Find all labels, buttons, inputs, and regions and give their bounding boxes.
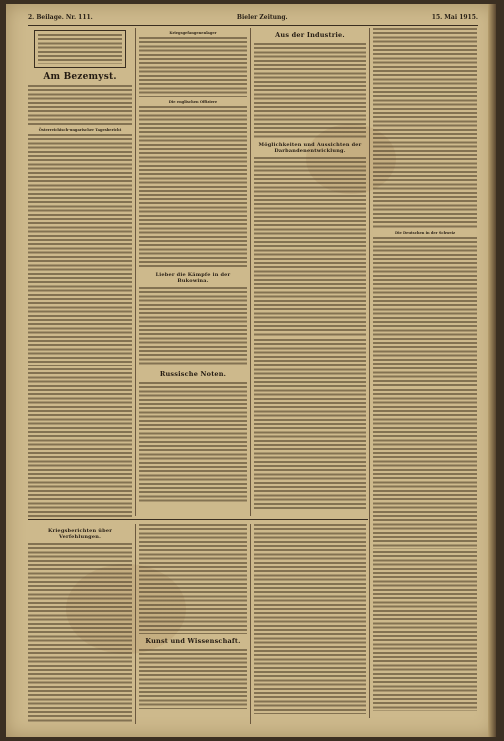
column-rule — [135, 28, 136, 516]
col2-headline: Lieber die Kämpfe in der Bukowina. — [155, 272, 231, 285]
lower-left-headline: Kriegsberichten über Verfehlungen. — [47, 528, 113, 540]
col3-headline: Aus der Industrie. — [275, 31, 345, 39]
column-rule — [250, 524, 251, 724]
notice-box — [34, 30, 126, 68]
col4-subhead: Die Deutschen in der Schweiz — [394, 231, 456, 235]
lower-column-2 — [139, 524, 247, 724]
col1-headline: Am Bezemyst. — [43, 72, 117, 82]
newspaper-page — [6, 4, 496, 737]
page-header — [28, 10, 478, 24]
col3-headline-2: Möglichkeiten und Aussichten der Darbandenentwicklung. — [258, 141, 362, 154]
lower-mid-headline: Kunst und Wissenschaft. — [145, 637, 241, 645]
col1-subhead: Österreichisch-ungarischer Tagesbericht — [38, 128, 122, 132]
column-rule — [250, 28, 251, 516]
column-rule — [369, 28, 370, 718]
column-4 — [373, 28, 477, 718]
col2-subhead: Die englischen Offiziere — [168, 100, 218, 105]
paper-title: Bieler Zeitung. — [236, 13, 288, 21]
issue-number: 2. Beilage. Nr. 111. — [28, 13, 93, 21]
column-3 — [254, 28, 366, 516]
column-2 — [139, 28, 247, 516]
issue-date: 15. Mai 1915. — [431, 13, 478, 21]
header-rule — [28, 25, 478, 26]
col2-headline-2: Russische Noten. — [159, 370, 227, 379]
lower-column-3 — [254, 524, 366, 724]
column-rule — [135, 524, 136, 724]
section-rule — [28, 519, 368, 520]
page-edge — [488, 4, 496, 737]
col2-top-label: Kriegsgefangenenlager — [169, 31, 217, 35]
lower-column-1 — [28, 524, 132, 724]
